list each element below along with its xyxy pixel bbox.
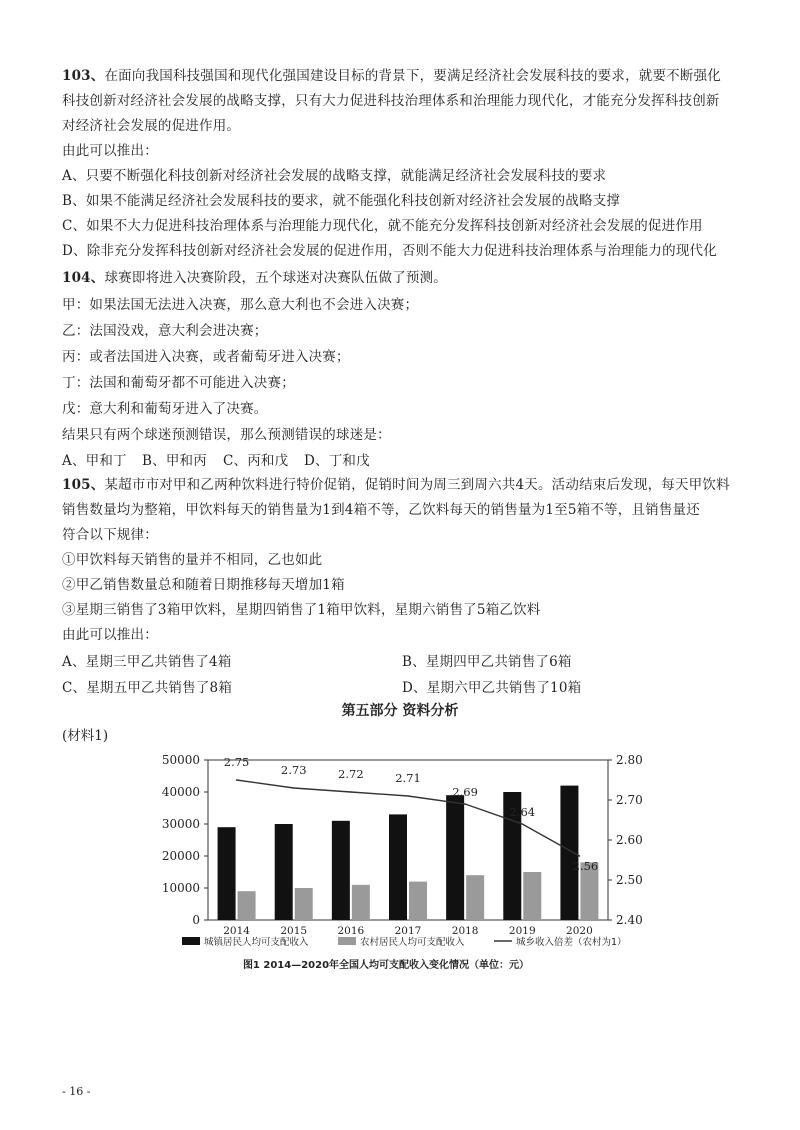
legend-label: 城乡收入倍差（农村为1） — [516, 937, 627, 948]
q105-option-b: B、星期四甲乙共销售了6箱 — [402, 654, 572, 670]
x-tick-label: 2019 — [508, 925, 536, 937]
left-tick-label: 0 — [192, 913, 200, 927]
q104-stem: 球赛即将进入决赛阶段，五个球迷对决赛队伍做了预测。 — [104, 270, 447, 286]
rural-bar — [409, 882, 427, 920]
rural-bar — [466, 875, 484, 920]
q104-prompt: 结果只有两个球迷预测错误，那么预测错误的球迷是： — [62, 427, 391, 443]
q105-option-d: D、星期六甲乙共销售了10箱 — [402, 680, 582, 696]
q103-option-c: C、如果不大力促进科技治理体系与治理能力现代化，就不能充分发挥科技创新对经济社会发展的促进作用 — [62, 218, 703, 234]
q104-option-d: D、丁和戊 — [304, 453, 370, 469]
legend-label: 城镇居民人均可支配收入 — [204, 937, 309, 948]
q104-statement-yi: 乙：法国没戏，意大利会进决赛； — [62, 323, 268, 339]
q105-option-a: A、星期三甲乙共销售了4箱 — [62, 654, 232, 670]
urban-bar — [218, 827, 236, 920]
ratio-point — [521, 823, 523, 825]
q105-stem-2: 销售数量均为整箱，甲饮料每天的销售量为1到4箱不等，乙饮料每天的销售量为1至5箱不等，且销售量还 — [62, 502, 700, 518]
q105-line-1 — [62, 473, 730, 493]
material-label: (材料1) — [62, 728, 109, 744]
chart-legend — [182, 936, 627, 948]
ratio-point — [350, 791, 352, 793]
q103-stem-3: 对经济社会发展的促进作用。 — [62, 118, 241, 134]
ratio-data-label: 2.72 — [338, 767, 364, 781]
right-tick-label: 2.40 — [616, 913, 643, 927]
q104-statement-bing: 丙：或者法国进入决赛，或者葡萄牙进入决赛； — [62, 349, 350, 365]
chart-title: 图1 2014—2020年全国人均可支配收入变化情况（单位：元） — [242, 960, 530, 971]
q103-prompt: 由此可以推出： — [62, 143, 158, 159]
urban-bar — [275, 824, 293, 920]
ratio-point — [293, 787, 295, 789]
ratio-data-label: 2.75 — [223, 755, 250, 769]
chart-bars — [218, 786, 599, 920]
ratio-data-label: 2.64 — [509, 805, 536, 819]
x-tick-label: 2016 — [337, 925, 365, 937]
ratio-data-label: 2.69 — [452, 785, 478, 799]
legend-label: 农村居民人均可支配收入 — [360, 937, 465, 948]
urban-bar — [332, 821, 350, 920]
page-number: - 16 - — [62, 1085, 91, 1098]
left-tick-label: 10000 — [161, 881, 200, 895]
x-tick-label: 2018 — [451, 925, 479, 937]
ratio-point — [407, 795, 409, 797]
urban-bar — [446, 795, 464, 920]
income-chart — [140, 744, 660, 984]
legend-swatch — [182, 937, 200, 945]
rural-bar — [523, 872, 541, 920]
x-tick-label: 2015 — [280, 925, 308, 937]
ratio-point — [464, 803, 466, 805]
right-tick-label: 2.70 — [616, 793, 643, 807]
q103-line-1 — [62, 64, 721, 84]
ratio-point — [236, 779, 238, 781]
x-tick-label: 2017 — [394, 925, 422, 937]
left-tick-label: 40000 — [161, 785, 200, 799]
q105-stem-1: 某超市市对甲和乙两种饮料进行特价促销，促销时间为周三到周六共4天。活动结束后发现，每天甲饮料 — [104, 477, 730, 493]
left-tick-label: 30000 — [161, 817, 200, 831]
q104-statement-jia: 甲：如果法国无法进入决赛，那么意大利也不会进入决赛； — [62, 297, 419, 313]
q105-option-c: C、星期五甲乙共销售了8箱 — [62, 680, 233, 696]
left-tick-label: 50000 — [161, 753, 200, 767]
ratio-data-label: 2.73 — [280, 763, 307, 777]
q105-number: 105、 — [62, 477, 105, 493]
q105-rule-1: ①甲饮料每天销售的量并不相同，乙也如此 — [62, 552, 323, 568]
q105-stem-3: 符合以下规律： — [62, 527, 158, 543]
right-tick-label: 2.60 — [616, 833, 643, 847]
left-tick-label: 20000 — [161, 849, 200, 863]
q104-option-b: B、甲和丙 — [142, 453, 207, 469]
q103-option-a: A、只要不断强化科技创新对经济社会发展的战略支撑，就能满足经济社会发展科技的要求 — [62, 168, 607, 184]
q103-number: 103、 — [62, 68, 105, 84]
ratio-data-label: 2.56 — [572, 859, 599, 873]
x-tick-label: 2020 — [566, 925, 593, 937]
q105-rule-3: ③星期三销售了3箱甲饮料，星期四销售了1箱甲饮料，星期六销售了5箱乙饮料 — [62, 602, 541, 618]
ratio-point — [579, 855, 581, 857]
q103-option-b: B、如果不能满足经济社会发展科技的要求，就不能强化科技创新对经济社会发展的战略支撑 — [62, 193, 621, 209]
q103-stem-1: 在面向我国科技强国和现代化强国建设目标的背景下，要满足经济社会发展科技的要求，就要不断强化 — [104, 68, 721, 84]
q103-option-d: D、除非充分发挥科技创新对经济社会发展的促进作用，否则不能大力促进科技治理体系与治理能力的现代化 — [62, 243, 717, 259]
q105-prompt: 由此可以推出： — [62, 627, 158, 643]
rural-bar — [238, 891, 256, 920]
section-title: 第五部分 资料分析 — [341, 703, 459, 719]
q104-line-1 — [62, 266, 447, 286]
rural-bar — [352, 885, 370, 920]
urban-bar — [560, 786, 578, 920]
q103-stem-2: 科技创新对经济社会发展的战略支撑，只有大力促进科技治理体系和治理能力现代化，才能充分发挥科技创新 — [62, 93, 720, 109]
rural-bar — [295, 888, 313, 920]
q104-option-c: C、丙和戊 — [223, 453, 289, 469]
q105-rule-2: ②甲乙销售数量总和随着日期推移每天增加1箱 — [62, 577, 345, 593]
q104-number: 104、 — [62, 270, 105, 286]
q104-option-a: A、甲和丁 — [62, 453, 127, 469]
legend-swatch — [338, 937, 356, 945]
right-tick-label: 2.80 — [616, 753, 643, 767]
q104-statement-ding: 丁：法国和葡萄牙都不可能进入决赛； — [62, 375, 295, 391]
x-tick-label: 2014 — [223, 925, 250, 937]
right-tick-label: 2.50 — [616, 873, 643, 887]
q104-statement-wu: 戊：意大利和葡萄牙进入了决赛。 — [62, 401, 268, 417]
ratio-data-label: 2.71 — [395, 771, 421, 785]
urban-bar — [389, 814, 407, 920]
